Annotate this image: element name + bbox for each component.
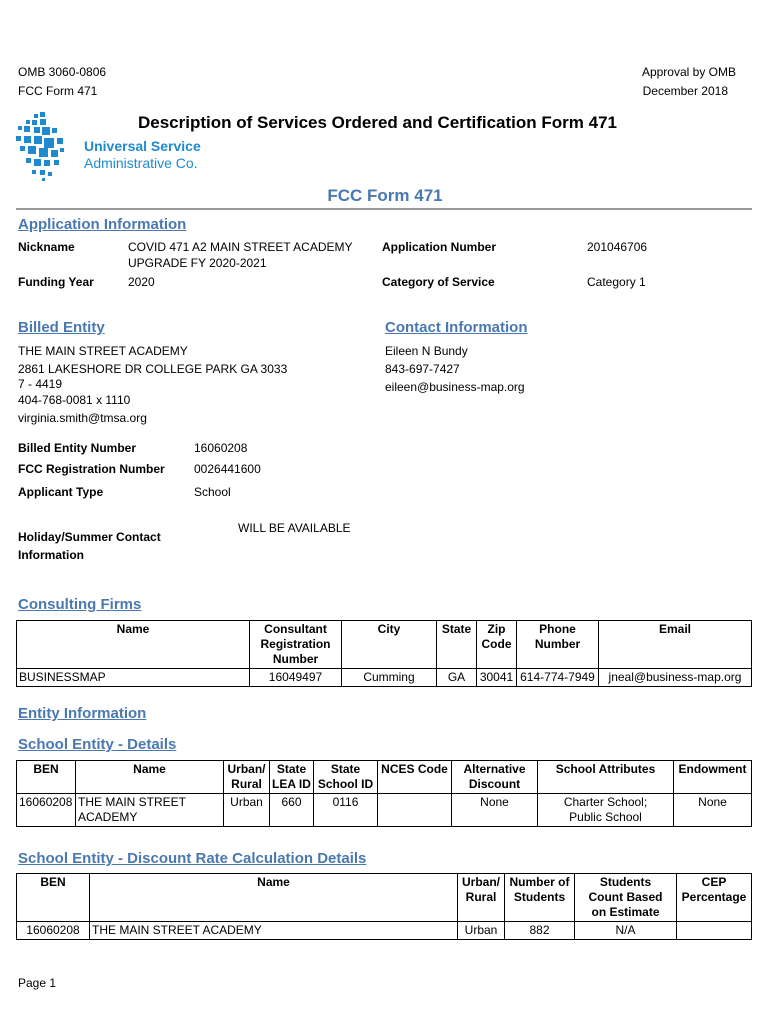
- holiday-contact-label-2: Information: [18, 548, 84, 562]
- usac-logo-icon: [14, 112, 74, 184]
- consultant-registration-number: 16049497: [250, 669, 342, 687]
- applicant-type-label: Applicant Type: [18, 485, 104, 499]
- school-urban-rural: Urban: [224, 794, 270, 827]
- col-name: Name: [76, 761, 224, 794]
- school-details-table: [16, 760, 752, 827]
- billed-entity-address-2: 7 - 4419: [18, 377, 63, 391]
- holiday-contact-value: WILL BE AVAILABLE: [238, 521, 351, 535]
- table-header-row: [17, 621, 752, 669]
- form-number: FCC Form 471: [18, 84, 98, 98]
- ben-label: Billed Entity Number: [18, 441, 137, 455]
- consultant-zip: 30041: [477, 669, 517, 687]
- col-alternative-discount: Alternative Discount: [452, 761, 538, 794]
- table-row: [17, 794, 752, 827]
- col-cep-percentage: CEP Percentage: [677, 874, 752, 922]
- school-attributes: Charter School; Public School: [538, 794, 674, 827]
- col-school-attributes: School Attributes: [538, 761, 674, 794]
- school-alternative-discount: None: [452, 794, 538, 827]
- consultant-state: GA: [437, 669, 477, 687]
- school-ben: 16060208: [17, 794, 76, 827]
- fcc-registration-value: 0026441600: [194, 462, 261, 476]
- table-header-row: [17, 874, 752, 922]
- table-header-row: [17, 761, 752, 794]
- col-state-lea-id: State LEA ID: [270, 761, 314, 794]
- col-endowment: Endowment: [674, 761, 752, 794]
- col-urban-rural: Urban/ Rural: [458, 874, 505, 922]
- school-nces-code: [378, 794, 452, 827]
- logo-line2: Administrative Co.: [84, 155, 198, 171]
- col-name: Name: [17, 621, 250, 669]
- contact-name: Eileen N Bundy: [385, 344, 468, 358]
- consulting-firms-table: [16, 620, 752, 687]
- consultant-email: jneal@business-map.org: [599, 669, 752, 687]
- discount-rate-table: [16, 873, 752, 940]
- billed-entity-email: virginia.smith@tmsa.org: [18, 411, 147, 425]
- application-number: 201046706: [587, 240, 648, 254]
- section-contact-information: Contact Information: [385, 319, 528, 336]
- nickname-label: Nickname: [18, 240, 75, 254]
- section-application-information: Application Information: [18, 216, 187, 233]
- title-divider: [16, 208, 752, 210]
- funding-year-label: Funding Year: [18, 275, 94, 289]
- discount-urban-rural: Urban: [458, 922, 505, 940]
- col-students-estimate: Students Count Based on Estimate: [575, 874, 677, 922]
- page-number: Page 1: [18, 976, 57, 990]
- table-row: [17, 922, 752, 940]
- funding-year: 2020: [128, 275, 155, 289]
- col-consultant-registration: Consultant Registration Number: [250, 621, 342, 669]
- consultant-phone: 614-774-7949: [517, 669, 599, 687]
- col-name: Name: [90, 874, 458, 922]
- category-value: Category 1: [587, 275, 646, 289]
- fcc-registration-label: FCC Registration Number: [18, 462, 165, 476]
- col-ben: BEN: [17, 874, 90, 922]
- school-endowment: None: [674, 794, 752, 827]
- section-consulting-firms: Consulting Firms: [18, 596, 142, 613]
- application-number-label: Application Number: [382, 240, 497, 254]
- billed-entity-phone: 404-768-0081 x 1110: [18, 393, 131, 407]
- school-lea-id: 660: [270, 794, 314, 827]
- category-label: Category of Service: [382, 275, 495, 289]
- billed-entity-address-1: 2861 LAKESHORE DR COLLEGE PARK GA 3033: [18, 362, 288, 376]
- section-billed-entity: Billed Entity: [18, 319, 105, 336]
- omb-number: OMB 3060-0806: [18, 65, 107, 79]
- discount-students: 882: [505, 922, 575, 940]
- form-date: December 2018: [642, 84, 728, 98]
- section-entity-information: Entity Information: [18, 705, 147, 722]
- col-state-school-id: State School ID: [314, 761, 378, 794]
- consultant-name: BUSINESSMAP: [17, 669, 250, 687]
- col-city: City: [342, 621, 437, 669]
- consultant-city: Cumming: [342, 669, 437, 687]
- contact-email: eileen@business-map.org: [385, 380, 525, 394]
- omb-approval: Approval by OMB: [641, 65, 736, 79]
- col-zip: Zip Code: [477, 621, 517, 669]
- section-school-entity-details: School Entity - Details: [18, 736, 177, 753]
- col-state: State: [437, 621, 477, 669]
- discount-cep: [677, 922, 752, 940]
- nickname-value-1: COVID 471 A2 MAIN STREET ACADEMY: [128, 240, 353, 254]
- section-discount-rate: School Entity - Discount Rate Calculation Details: [18, 850, 367, 867]
- nickname-value-2: UPGRADE FY 2020-2021: [128, 256, 267, 270]
- discount-estimate: N/A: [575, 922, 677, 940]
- page-title: Description of Services Ordered and Certification Form 471: [138, 113, 617, 132]
- contact-phone: 843-697-7427: [385, 362, 460, 376]
- col-email: Email: [599, 621, 752, 669]
- discount-name: THE MAIN STREET ACADEMY: [90, 922, 458, 940]
- school-name: THE MAIN STREET ACADEMY: [76, 794, 224, 827]
- form-subtitle: FCC Form 471: [327, 186, 443, 205]
- col-urban-rural: Urban/ Rural: [224, 761, 270, 794]
- school-state-id: 0116: [314, 794, 378, 827]
- col-nces-code: NCES Code: [378, 761, 452, 794]
- table-row: [17, 669, 752, 687]
- col-phone: Phone Number: [517, 621, 599, 669]
- applicant-type-value: School: [194, 485, 231, 499]
- billed-entity-name: THE MAIN STREET ACADEMY: [18, 344, 188, 358]
- logo-line1: Universal Service: [84, 138, 201, 154]
- col-ben: BEN: [17, 761, 76, 794]
- ben-value: 16060208: [194, 441, 248, 455]
- col-number-of-students: Number of Students: [505, 874, 575, 922]
- discount-ben: 16060208: [17, 922, 90, 940]
- holiday-contact-label-1: Holiday/Summer Contact: [18, 530, 161, 544]
